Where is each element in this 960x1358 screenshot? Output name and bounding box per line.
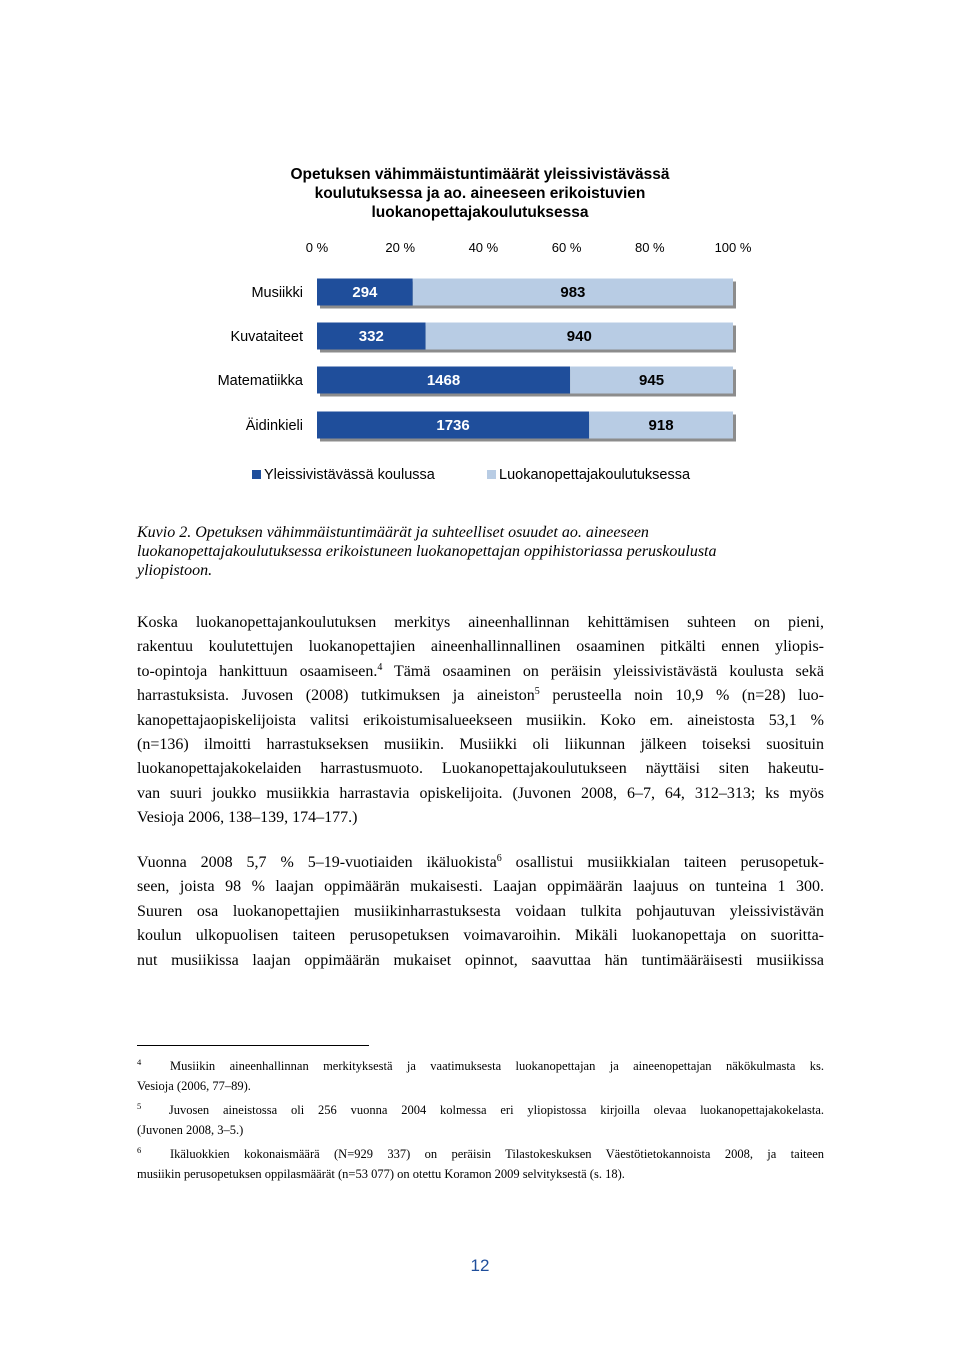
- footnote-line: musiikin perusopetuksen oppilasmäärät (n=53 077) on otettu Koramon 2009 selvityksestä (s. 18).: [137, 1166, 625, 1181]
- text-line: seen, joista 98 % laajan oppimäärän mukaisesti. Laajan oppimäärän laajuus on tunteina 1 300.: [137, 878, 824, 896]
- chart-title-line: koulutuksessa ja ao. aineeseen erikoistuvien: [314, 185, 646, 202]
- x-tick-label: 60 %: [551, 240, 582, 255]
- legend-swatch-training: [487, 470, 496, 479]
- chart-title-line: Opetuksen vähimmäistuntimäärät yleissivistävässä: [290, 166, 670, 183]
- paragraph-1: [137, 611, 824, 831]
- caption-line: Kuvio 2. Opetuksen vähimmäistuntimäärät ja suhteelliset osuudet ao. aineeseen: [137, 524, 649, 541]
- footnote-line: Vesioja (2006, 77–89).: [137, 1078, 251, 1093]
- footnote-text: Ikäluokkien kokonaismäärä (N=929 337) on peräisin Tilastokeskuksen Väestötietokannoista 2008, ja taiteen: [169, 1147, 824, 1161]
- x-tick-label: 80 %: [634, 240, 665, 255]
- text-line: [137, 660, 824, 684]
- footnote-number: 5: [137, 1101, 142, 1111]
- footnote-text: Musiikin aineenhallinnan merkityksestä ja vaatimuksesta luokanopettajan ja aineenopettajan näkökulmasta ks.: [170, 1059, 825, 1073]
- legend-swatch-school: [252, 470, 261, 479]
- paragraph-2: [137, 851, 824, 973]
- footnote-6: [137, 1145, 824, 1184]
- text-line: [137, 684, 824, 708]
- category-label: Matematiikka: [217, 373, 303, 389]
- page-number: 12: [470, 1256, 490, 1275]
- text-line: (n=136) ilmoitti harrastukseksen musiikin. Musiikki oli liikunnan jälkeen toiseksi suosituin: [137, 736, 824, 754]
- text-line: Koska luokanopettajankoulutuksen merkitys aineenhallinnan kehittämisen suhteen on pieni,: [137, 614, 824, 631]
- footnote-number: 6: [137, 1145, 142, 1155]
- legend-label-school: Yleissivistävässä koulussa: [264, 467, 435, 483]
- data-label: 918: [648, 417, 674, 434]
- figure-caption: [137, 523, 837, 580]
- data-label: 1736: [436, 417, 470, 434]
- text-line: rakentuu koulutettujen luokanopettajien aineenhallinnallinen osaaminen pitkälti ennen yliopis-: [137, 638, 824, 656]
- text-span: to-opintoja hankittuun osaamiseen.: [137, 662, 378, 680]
- data-label: 332: [358, 328, 384, 345]
- text-line: koulun ulkopuolisen taiteen perusopetuksen voimavaroihin. Mikäli luokanopettaja on suoritta-: [137, 927, 824, 945]
- footnote-divider: [137, 1045, 369, 1046]
- footnote-4: [137, 1057, 824, 1096]
- data-label: 983: [560, 284, 586, 301]
- text-line: luokanopettajakokelaiden harrastusmuoto. Luokanopettajakoulutukseen näyttäisi siten hakeutu-: [137, 760, 824, 778]
- footnote-ref-4: 4: [377, 661, 383, 673]
- footnote-ref-5: 5: [534, 686, 540, 698]
- text-span: Tämä osaaminen on peräisin yleissivistävästä koulusta sekä: [382, 662, 824, 680]
- chart-title-line: luokanopettajakoulutuksessa: [371, 204, 589, 221]
- data-label: 294: [352, 284, 378, 301]
- footnote-line: [137, 1101, 824, 1121]
- text-span: Vuonna 2008 5,7 % 5–19-vuotiaiden ikäluokista: [137, 854, 497, 871]
- text-line: Suuren osa luokanopettajien musiikinharrastuksesta voidaan tulkita pohjautuvan yleissivistävän: [137, 902, 824, 920]
- text-line: nut musiikissa laajan oppimäärän mukaiset opinnot, saavuttaa hän tuntimääräisesti musiikissa: [137, 951, 824, 969]
- legend-label-training: Luokanopettajakoulutuksessa: [499, 467, 691, 483]
- data-label: 1468: [426, 372, 461, 389]
- text-line: [137, 851, 824, 875]
- footnote-number: 4: [137, 1057, 142, 1067]
- caption-line: luokanopettajakoulutuksessa erikoistuneen luokanopettajan oppihistoriassa peruskoulusta: [137, 543, 717, 560]
- footnote-line: [137, 1145, 824, 1165]
- category-label: Kuvataiteet: [230, 329, 303, 345]
- data-label: 945: [639, 372, 665, 389]
- footnote-5: [137, 1101, 824, 1140]
- x-tick-label: 40 %: [468, 240, 499, 255]
- x-tick-label: 0 %: [305, 240, 329, 255]
- footnote-text: Juvosen aineistossa oli 256 vuonna 2004 kolmessa eri yliopistossa kirjoilla olevaa luokanopettajakokelasta.: [168, 1103, 824, 1117]
- x-tick-label: 20 %: [385, 240, 416, 255]
- category-label: Äidinkieli: [245, 418, 303, 434]
- footnote-line: [137, 1057, 824, 1077]
- caption-line: yliopistoon.: [137, 562, 213, 579]
- text-line: kanopettajaopiskelijoista valitsi erikoistumisalueekseen musiikin. Koko em. aineistosta 53,1 %: [137, 711, 824, 729]
- footnote-ref-6: 6: [496, 853, 502, 864]
- footnote-line: (Juvonen 2008, 3–5.): [137, 1122, 244, 1137]
- text-span: osallistui musiikkialan taiteen perusopetuk-: [501, 854, 824, 871]
- text-span: perusteella noin 10,9 % (n=28) luo-: [539, 687, 824, 705]
- data-label: 940: [566, 328, 592, 345]
- category-label: Musiikki: [251, 285, 303, 301]
- text-line: Vesioja 2006, 138–139, 174–177.): [137, 809, 358, 827]
- text-span: harrastuksista. Juvosen (2008) tutkimuksen ja aineiston: [137, 687, 535, 705]
- text-line: van suuri joukko musiikkia harrastavia opiskelijoita. (Juvonen 2008, 6–7, 64, 312–313; ks myös: [137, 784, 824, 802]
- stacked-bar-chart: [0, 0, 960, 500]
- x-tick-label: 100 %: [714, 240, 752, 255]
